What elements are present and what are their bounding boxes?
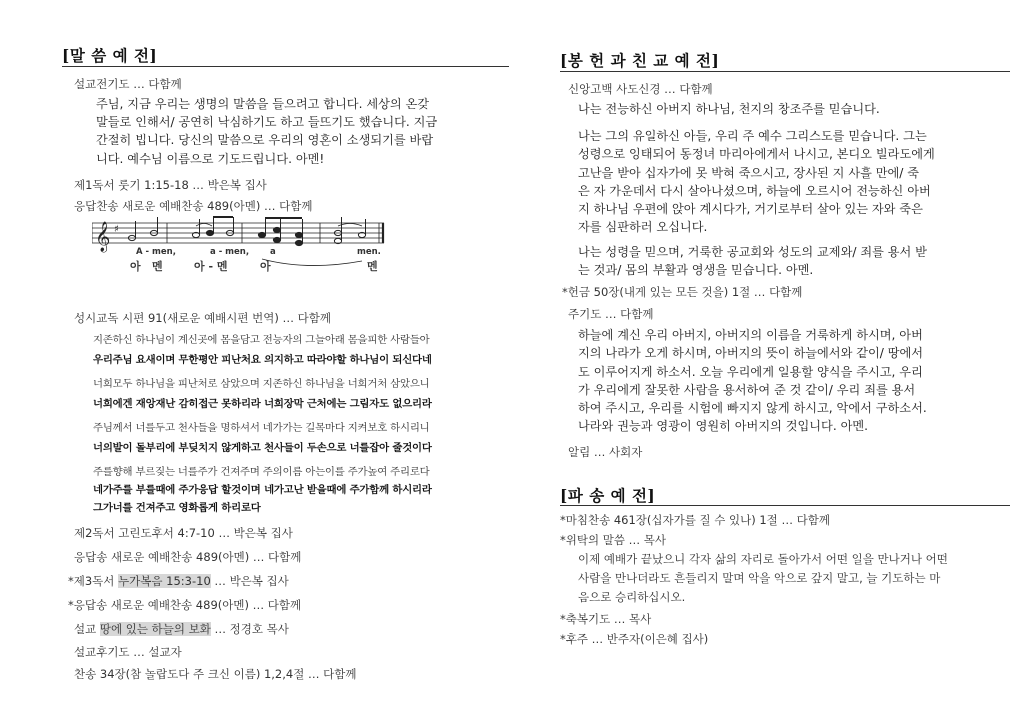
psalm-line: 너희에겐 재앙재난 감히접근 못하리라 너희장막 근처에는 그림자도 없으리라 (93, 398, 432, 410)
sermon-title: 땅에 있는 하늘의 보화 (99, 622, 211, 636)
creed-line: 은 자 가운데서 다시 살아나셨으며, 하늘에 오르시어 전능하신 아버 (578, 184, 931, 198)
sermon-prayer-label: 설교전기도 … 다함께 (74, 77, 182, 91)
psalm-line: 너의발이 돌부리에 부딪치지 않게하고 천사들이 두손으로 너를잡아 줄것이다 (93, 442, 432, 454)
lords-prayer-line: 가 우리에게 잘못한 사람을 용서하여 준 것 같이/ 우리 죄를 용서 (578, 383, 916, 397)
psalm-line: 그가너를 건져주고 영화롭게 하리로다 (93, 502, 261, 514)
commission-line: 사람을 만나더라도 흔들리지 말며 악을 악으로 갚지 말고, 늘 기도하는 마 (578, 571, 941, 585)
hymn: 찬송 34장(참 놀랍도다 주 크신 이름) 1,2,4절 … 다함께 (74, 667, 357, 681)
lyric-top: a - men, (210, 247, 250, 257)
lords-prayer-line: 하늘에 계신 우리 아버지, 아버지의 이름을 거룩하게 하시며, 아버 (578, 328, 923, 342)
reading-3-suffix: … 박은복 집사 (210, 574, 289, 588)
lords-prayer-line: 지의 나라가 오게 하시며, 아버지의 뜻이 하늘에서와 같이/ 땅에서 (578, 346, 924, 360)
sermon-prayer-line: 니다. 예수님 이름으로 기도드립니다. 아멘! (96, 152, 325, 166)
psalm-line: 너희모두 하나님을 피난처로 삼았으며 지존하신 하나님을 너희거처 삼았으니 (93, 378, 430, 390)
creed-line: 자를 심판하러 오십니다. (578, 220, 708, 234)
section-title-sending: [파 송 예 전] (560, 486, 656, 505)
creed-label: 신앙고백 사도신경 … 다함께 (568, 82, 713, 96)
response-hymn-3: *응답송 새로운 예배찬송 489(아멘) … 다함께 (68, 598, 302, 612)
svg-text:♯: ♯ (114, 224, 119, 235)
reading-1: 제1독서 룻기 1:15-18 … 박은복 집사 (74, 178, 267, 192)
lyric-bottom: 아 (260, 260, 271, 273)
commission-line: 이제 예배가 끝났으니 각자 삶의 자리로 돌아가서 어떤 일을 만나거나 어떤 (578, 552, 948, 566)
lords-prayer-line: 하여 주시고, 우리를 시험에 빠지지 않게 하시고, 악에서 구하소서. (578, 401, 927, 415)
creed-line: 나는 성령을 믿으며, 거룩한 공교회와 성도의 교제와/ 죄를 용서 받 (578, 245, 927, 259)
creed-line: 성령으로 잉태되어 동정녀 마리아에게서 나시고, 본디오 빌라도에게 (578, 147, 935, 161)
creed-line: 고난을 받아 십자가에 못 박혀 죽으시고, 장사된 지 사흘 만에/ 죽 (578, 166, 920, 180)
post-sermon-prayer: 설교후기도 … 설교자 (74, 645, 182, 659)
sermon-suffix: … 정경호 목사 (210, 622, 289, 636)
lords-prayer-line: 도 이루어지게 하소서. 오늘 우리에게 일용할 양식을 주시고, 우리 (578, 365, 923, 379)
section-divider (560, 71, 1010, 72)
lords-prayer-label: 주기도 … 다함께 (568, 307, 654, 321)
sermon (74, 621, 289, 637)
sermon-prayer-line: 간절히 빕니다. 당신의 말씀으로 우리의 영혼이 소생되기를 바랍 (96, 133, 434, 147)
section-title-offering: [봉 헌 과 친 교 예 전] (560, 51, 720, 70)
closing-hymn: *마침찬송 461장(십자가를 질 수 있나) 1절 … 다함께 (560, 513, 830, 527)
creed-line: 는 것과/ 몸의 부활과 영생을 믿습니다. 아멘. (578, 263, 814, 277)
announcements: 알림 … 사회자 (568, 445, 643, 459)
lords-prayer-line: 나라와 권능과 영광이 영원히 아버지의 것입니다. 아멘. (578, 419, 869, 433)
amen-music-score (92, 215, 392, 279)
psalm-label: 성시교독 시편 91(새로운 예배시편 번역) … 다함께 (74, 311, 331, 325)
creed-line: 지 하나님 우편에 앉아 계시다가, 거기로부터 살아 있는 자와 죽은 (578, 202, 923, 216)
sermon-prayer-line: 말들로 인해서/ 공연히 낙심하기도 하고 들뜨기도 했습니다. 지금 (96, 115, 438, 129)
lyric-bottom: 아 - 멘 (194, 260, 228, 273)
response-hymn-1: 응답찬송 새로운 예배찬송 489(아멘) … 다함께 (74, 199, 313, 213)
lyric-bottom: 아 (130, 260, 141, 273)
offering: *헌금 50장(내게 있는 모든 것을) 1절 … 다함께 (562, 285, 803, 299)
section-divider (62, 66, 509, 67)
creed-line: 나는 전능하신 아버지 하나님, 천지의 창조주를 믿습니다. (578, 102, 880, 116)
lyric-top: A - men, (136, 247, 176, 257)
svg-text:𝄞: 𝄞 (95, 222, 111, 252)
psalm-line: 주님께서 너를두고 천사들을 명하셔서 네가가는 길목마다 지켜보호 하시리니 (93, 422, 430, 434)
benediction: *축복기도 … 목사 (560, 612, 652, 626)
psalm-line: 지존하신 하나님이 계신곳에 몸을담고 전능자의 그늘아래 몸을피한 사람들아 (93, 334, 430, 346)
lyric-bottom: 멘 (367, 260, 378, 273)
reading-2: 제2독서 고린도후서 4:7-10 … 박은복 집사 (74, 526, 293, 540)
creed-line: 나는 그의 유일하신 아들, 우리 주 예수 그리스도를 믿습니다. 그는 (578, 129, 927, 143)
sermon-prayer-line: 주님, 지금 우리는 생명의 말씀을 들으려고 합니다. 세상의 온갖 (96, 97, 430, 111)
section-divider (560, 505, 1010, 506)
lyric-top: men. (357, 247, 381, 257)
postlude: *후주 … 반주자(이은혜 집사) (560, 632, 709, 646)
psalm-line: 우리주님 요새이며 무한평안 피난처요 의지하고 따라야할 하나님이 되신다네 (93, 354, 432, 366)
right-page (512, 0, 1023, 724)
reading-3 (68, 573, 289, 589)
reading-3-passage: 누가복음 15:3-10 (118, 574, 211, 588)
section-title-word: [말 씀 예 전] (62, 46, 158, 65)
left-page (0, 0, 511, 724)
reading-3-prefix: *제3독서 (68, 574, 119, 588)
commission-line: 음으로 승리하십시오. (578, 590, 686, 604)
lyric-bottom: 멘 (152, 260, 163, 273)
lyric-top: a (270, 247, 276, 257)
sermon-prefix: 설교 (74, 622, 100, 636)
commission-label: *위탁의 말씀 … 목사 (560, 533, 666, 547)
response-hymn-2: 응답송 새로운 예배찬송 489(아멘) … 다함께 (74, 550, 302, 564)
psalm-line: 네가주를 부를때에 주가응답 할것이며 네가고난 받을때에 주가함께 하시리라 (93, 484, 432, 496)
psalm-line: 주를향해 부르짖는 너를주가 건져주며 주의이름 아는이를 주가높여 주리로다 (93, 466, 430, 478)
